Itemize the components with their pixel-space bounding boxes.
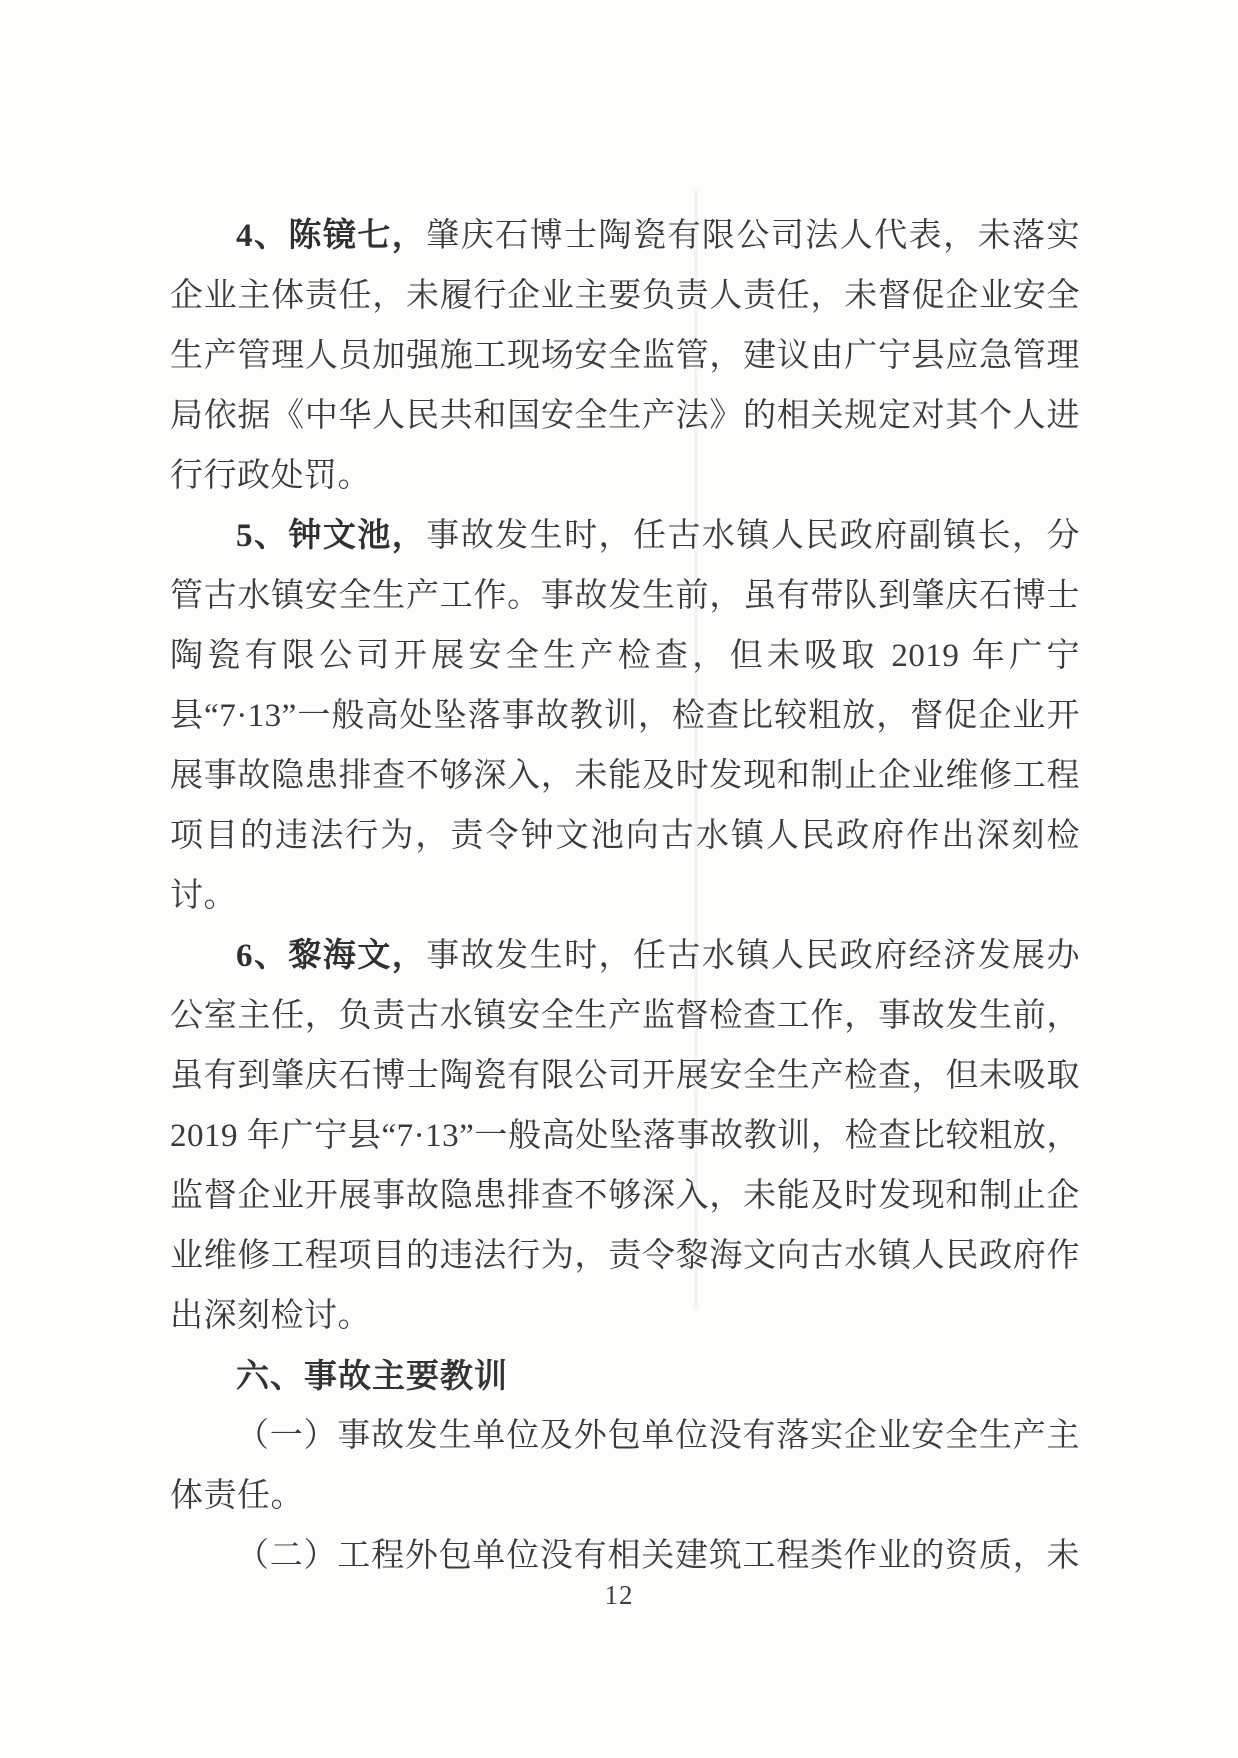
- paragraph-text: 事故发生时，任古水镇人民政府副镇长，分管古水镇安全生产工作。事故发生前，虽有带队到肇庆石博士陶瓷有限公司开展安全生产检查，但未吸取 2019 年广宁县“7·13”一般高处坠落事故教训，检查比较粗放，督促企业开展事故隐患排查不够深入，未能及时发现和制止企业维修工程项目的违法行为，责令钟文池向古水镇人民政府作出深刻检讨。: [170, 518, 1081, 914]
- paragraph-item-6-li-haiwen: [170, 926, 1080, 1346]
- paragraph-lead: 5、钟文池，: [236, 518, 427, 554]
- paragraph-item-4-chen-jingqi: [170, 206, 1080, 506]
- lesson-paragraph-2: （二）工程外包单位没有相关建筑工程类作业的资质，未: [236, 1538, 1080, 1574]
- section-heading-main-lessons: 六、事故主要教训: [236, 1357, 508, 1394]
- paragraph-text: 事故发生时，任古水镇人民政府经济发展办公室主任，负责古水镇安全生产监督检查工作，事故发生前，虽有到肇庆石博士陶瓷有限公司开展安全生产检查，但未吸取 2019 年广宁县“7·13”一般高处坠落事故教训，检查比较粗放，监督企业开展事故隐患排查不够深入，未能及时发现和制止企业维修工程项目的违法行为，责令黎海文向古水镇人民政府作出深刻检讨。: [170, 938, 1080, 1334]
- page-number: 12: [604, 1580, 634, 1610]
- paragraph-item-5-zhong-wenchi: [170, 506, 1080, 926]
- paragraph-lead: 4、陈镜七，: [236, 218, 427, 254]
- paragraph-lead: 6、黎海文，: [236, 938, 427, 974]
- lesson-paragraph-1: （一）事故发生单位及外包单位没有落实企业安全生产主体责任。: [170, 1418, 1080, 1514]
- paragraph-text: 肇庆石博士陶瓷有限公司法人代表，未落实企业主体责任，未履行企业主要负责人责任，未督促企业安全生产管理人员加强施工现场安全监管，建议由广宁县应急管理局依据《中华人民共和国安全生产法》的相关规定对其个人进行行政处罚。: [170, 218, 1080, 494]
- document-body: [170, 206, 1080, 1586]
